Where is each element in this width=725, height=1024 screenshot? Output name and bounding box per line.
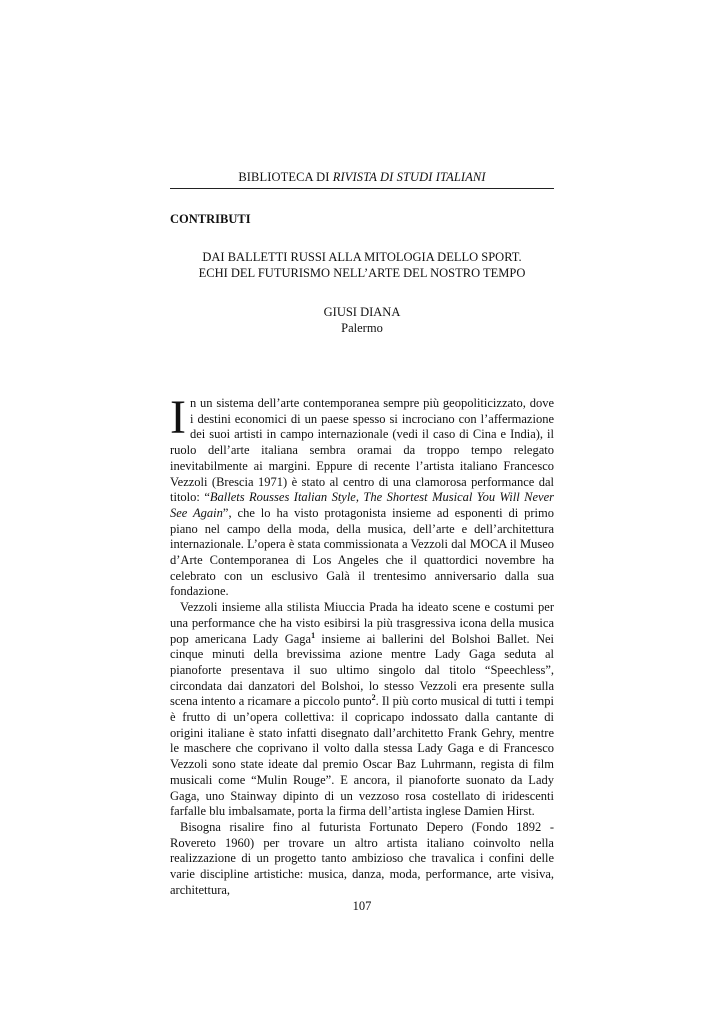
- p2-text-c: . Il più corto musical di tutti i tempi è frutto di un’opera collettiva: il copricapo indossato dalla cantante di origini italiane è stato infatti disegnato dall’architetto Frank Gehry, mentre le maschere che coprivano il volto dalla stessa Lady Gaga e di Francesco Vezzoli sono state ideate dal premio Oscar Baz Luhrmann, regista di film musicali come “Mulin Rouge”. E ancora, il pianoforte suonato da Lady Gaga, uno Stainway dipinto di un vezzoso rosa costellato di iridescenti farfalle blu imbalsamate, porta la firma dell’artista inglese Damien Hirst.: [170, 694, 554, 819]
- author-block: [170, 305, 554, 336]
- title-line-1: DAI BALLETTI RUSSI ALLA MITOLOGIA DELLO SPORT.: [202, 250, 522, 264]
- author-affiliation: Palermo: [341, 320, 383, 335]
- section-heading: CONTRIBUTI: [170, 212, 251, 226]
- p1-text-b: ”, che lo ha visto protagonista insieme ad esponenti di primo piano nel campo della moda, della musica, dell’arte e dell’architettura internazionale. L’opera è stata commissionata a Vezzoli dal MOCA il Museo d’Arte Contemporanea di Los Angeles che il quattordici novembre ha celebrato con un esclusivo Galà il trentesimo anniversario dalla sua fondazione.: [170, 505, 555, 599]
- footnote-ref-2[interactable]: 2: [371, 693, 376, 703]
- title-line-2: ECHI DEL FUTURISMO NELL’ARTE DEL NOSTRO TEMPO: [198, 265, 526, 280]
- header-prefix: BIBLIOTECA DI: [238, 170, 333, 184]
- header-journal-title: RIVISTA DI STUDI ITALIANI: [332, 170, 486, 184]
- document-page: [170, 170, 554, 914]
- paragraph-3: [170, 820, 554, 899]
- author-name: GIUSI DIANA: [323, 305, 401, 319]
- p2-text-b: insieme ai ballerini del Bolshoi Ballet. Nei cinque minuti della brevissima azione mentre Lady Gaga seduta al pianoforte presentava il suo ultimo singolo dal titolo “Speechless”, circondata dai danzatori del Bolshoi, lo stesso Vezzoli era presente sulla scena intento a ricamare a piccolo punto: [170, 631, 555, 709]
- page-number: 107: [352, 898, 372, 913]
- footnote-ref-1[interactable]: 1: [311, 630, 316, 640]
- p1-performance-title: Ballets Rousses Italian Style, The Shortest Musical You Will Never See Again: [170, 490, 554, 520]
- paragraph-1: [170, 391, 555, 600]
- paragraph-2: [170, 600, 554, 820]
- article-body: [170, 391, 555, 899]
- p2-text-a: Vezzoli insieme alla stilista Miuccia Prada ha ideato scene e costumi per una performance che ha visto esibirsi la più trasgressiva icona della musica pop americana Lady Gaga: [170, 600, 554, 646]
- running-header: [170, 170, 554, 189]
- p1-text-a: n un sistema dell’arte contemporanea sempre più geopoliticizzato, dove i destini economici di un paese spesso si incrociano con l’affermazione dei suoi artisti in campo internazionale (vedi il caso di Cina e India), il ruolo dell’arte italiana sembra oramai da troppo tempo relegato inevitabilmente ai margini. Eppure di recente l’artista italiano Francesco Vezzoli (Brescia 1971) è stato al centro di una clamorosa performance dal titolo: “: [170, 396, 554, 505]
- article-title: [170, 250, 554, 281]
- p3-text-a: Bisogna risalire fino al futurista Fortunato Depero (Fondo 1892 - Rovereto 1960) per trovare un altro artista italiano coinvolto nella realizzazione di un progetto tanto ambizioso che travalica i confini delle varie discipline artistiche: musica, danza, moda, performance, arte visiva, architettura,: [170, 819, 554, 897]
- drop-cap: I: [170, 391, 186, 444]
